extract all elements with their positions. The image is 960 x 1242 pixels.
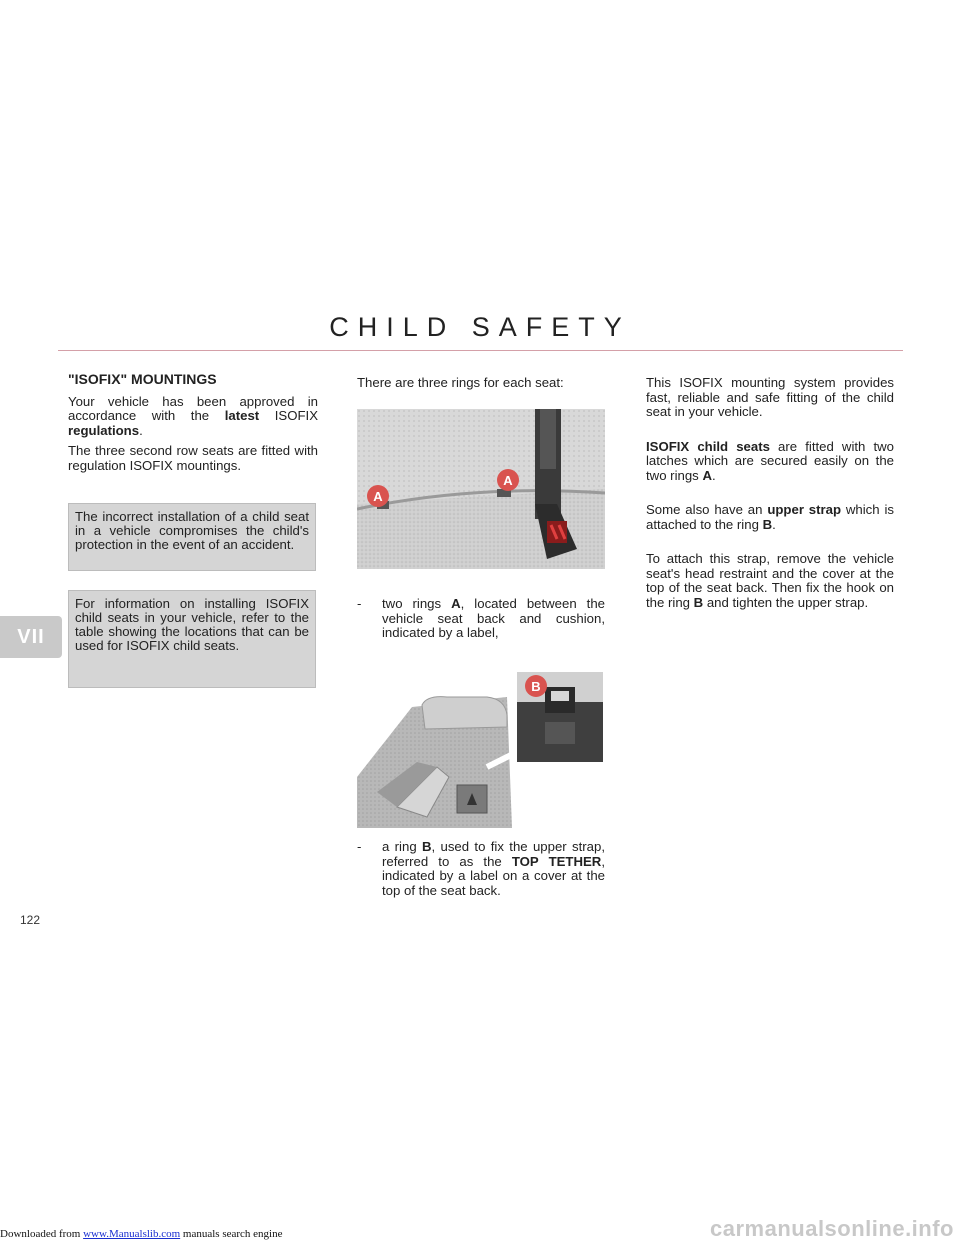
ring-a-marker-right: A: [497, 469, 519, 491]
text: , indicated by a label on a cover at the top of the seat back.: [382, 853, 605, 898]
ring-b-marker: B: [525, 675, 547, 697]
text-bold: A: [451, 596, 461, 611]
text: Your vehicle has been approved in accordance with the: [68, 393, 318, 423]
column-middle: [357, 376, 605, 391]
bullet-ring-b: [357, 840, 605, 898]
text-bold: A: [702, 467, 712, 483]
rings-intro: There are three rings for each seat:: [357, 375, 564, 390]
warning-note: The incorrect installation of a child seat in a vehicle compromises the child's protection in the event of an accident.: [68, 503, 316, 571]
page-title: CHILD SAFETY: [329, 312, 631, 342]
text: are fitted with two latches which are secured easily on the two rings: [646, 438, 895, 483]
bullet-text: [382, 840, 605, 898]
text-bold: upper strap: [767, 502, 842, 517]
text: .: [711, 467, 716, 483]
text-bold: B: [693, 594, 704, 610]
ring-a-marker-left: A: [367, 485, 389, 507]
top-tether-illustration: [357, 667, 605, 828]
bullet-dash: -: [357, 839, 362, 854]
bullet-text: [382, 597, 605, 641]
text: a ring: [382, 839, 422, 854]
text-bold: TOP TETHER: [511, 853, 602, 869]
text-bold: B: [762, 516, 773, 532]
info-note: For information on installing ISOFIX child seats in your vehicle, refer to the table showing the locations that can be used for ISOFIX child seats.: [68, 590, 316, 688]
column-right: [646, 376, 894, 630]
footer-text: Downloaded from: [0, 1228, 84, 1240]
text: ISOFIX: [259, 408, 318, 423]
text-bold: latest: [224, 408, 260, 423]
text-bold: ISOFIX child seats: [646, 438, 770, 454]
intro-paragraph: [68, 395, 318, 439]
isofix-system-paragraph: This ISOFIX mounting system provides fast, reliable and safe fitting of the child seat in your vehicle.: [646, 375, 894, 419]
text: two rings: [382, 596, 452, 611]
text: and tighten the upper strap.: [703, 594, 869, 610]
top-tether-photo: [357, 667, 605, 828]
text-bold: regulations: [68, 422, 140, 438]
manualslib-link[interactable]: www.Manualslib.com: [83, 1228, 181, 1240]
seat-rings-photo: [357, 409, 605, 569]
mountings-paragraph: The three second row seats are fitted with regulation ISOFIX mountings.: [68, 443, 318, 473]
attach-strap-paragraph: [646, 552, 894, 610]
text: , located between the vehicle seat back and cushion, indicated by a label,: [382, 596, 606, 640]
text: which is attached to the ring: [646, 502, 894, 532]
text: .: [139, 422, 143, 438]
footer-text: manuals search engine: [180, 1228, 283, 1240]
title-rule: [58, 350, 903, 351]
chapter-tab: VII: [0, 616, 62, 658]
page-number: 122: [20, 913, 41, 927]
text: To attach this strap, remove the vehicle seat's head restraint and the cover at the top of the seat back. Then fix the hook on the ring: [646, 551, 894, 610]
text: Some also have an: [646, 502, 768, 517]
upper-strap-paragraph: [646, 503, 894, 532]
section-heading: "ISOFIX" MOUNTINGS: [68, 371, 217, 387]
watermark: carmanualsonline.info: [710, 1216, 954, 1241]
bullet-rings-a: [357, 597, 605, 641]
download-footer: [0, 1228, 282, 1240]
text: .: [772, 516, 776, 532]
text: , used to fix the upper strap, referred to as the: [382, 839, 605, 869]
bullet-dash: -: [357, 596, 362, 611]
seat-rings-illustration: [357, 409, 605, 569]
isofix-seats-paragraph: [646, 440, 894, 484]
text-bold: B: [421, 839, 432, 854]
column-left: [68, 372, 318, 473]
